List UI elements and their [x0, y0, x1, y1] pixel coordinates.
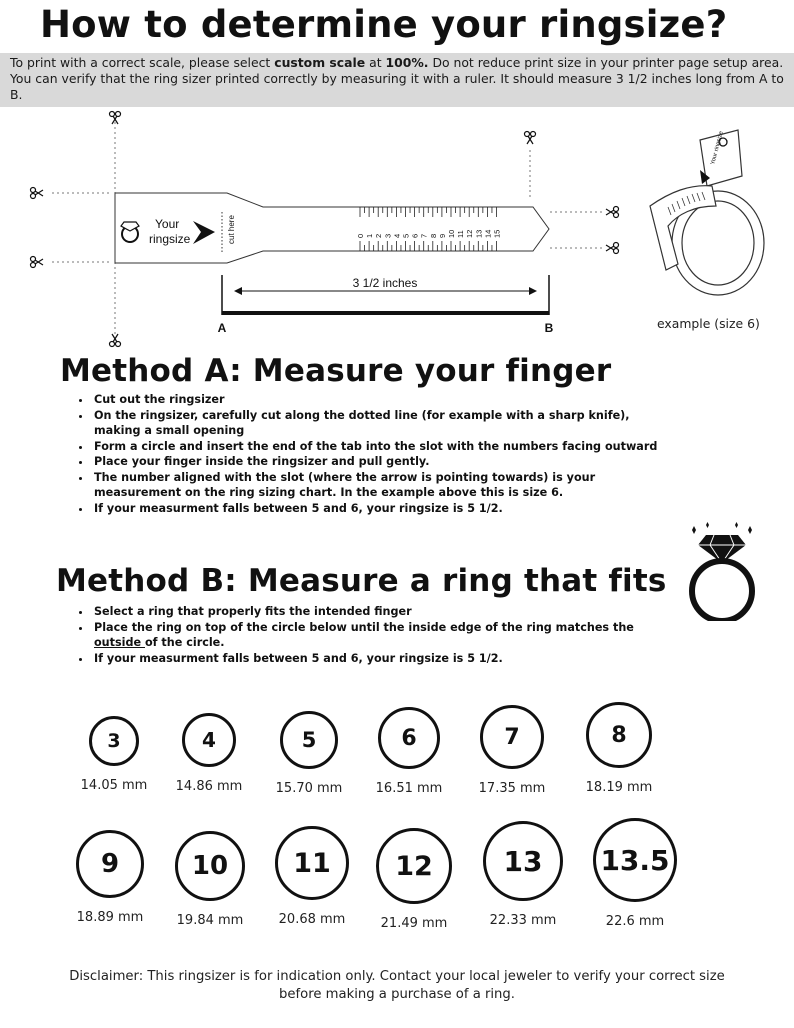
- ring-size-circle: 11: [275, 826, 349, 900]
- ring-size-item: [55, 830, 165, 925]
- point-b-label: B: [544, 321, 554, 335]
- outside-emphasis: outside: [94, 636, 145, 649]
- scissors-icon: [525, 132, 536, 145]
- ring-size-mm: 20.68 mm: [278, 912, 346, 927]
- ring-size-circle: 12: [376, 828, 452, 904]
- intro-custom-scale: custom scale: [274, 55, 366, 70]
- method-b-heading: Method B: Measure a ring that fits: [56, 563, 667, 599]
- example-ring-sizer-illustration: [650, 130, 764, 295]
- ring-size-mm: 15.70 mm: [275, 781, 343, 796]
- scale-number: 13: [474, 229, 484, 238]
- ring-size-item: [457, 705, 567, 796]
- step-text: of the circle.: [144, 636, 225, 649]
- point-a-label: A: [217, 321, 227, 335]
- ring-size-mm: 14.86 mm: [175, 779, 243, 794]
- scale-number: 3: [383, 233, 393, 238]
- method-b-steps: [76, 604, 676, 666]
- sizer-your-label: Your: [155, 217, 180, 231]
- scale-number: 2: [374, 233, 384, 238]
- method-a-heading: Method A: Measure your finger: [60, 353, 612, 389]
- scissors-icon: [31, 188, 44, 199]
- list-item: • Form a circle and insert the end of the tab into the slot with the numbers facing outward: [92, 439, 676, 455]
- example-band-text: Your ringsize: [710, 130, 725, 166]
- diamond-ring-icon: [684, 521, 760, 621]
- list-item: • Select a ring that properly fits the intended finger: [92, 604, 676, 620]
- ring-size-circle: 9: [76, 830, 144, 898]
- scale-number: 8: [428, 233, 438, 238]
- scale-number: 14: [483, 229, 493, 238]
- ring-sizer-strip: [115, 193, 549, 263]
- ring-size-mm: 18.19 mm: [585, 780, 653, 795]
- intro-text-1: To print with a correct scale, please select: [10, 55, 275, 70]
- ring-size-circle: 4: [182, 713, 236, 767]
- ring-sizer-diagram: [0, 105, 794, 350]
- ring-size-circle: 13: [483, 821, 563, 901]
- ring-size-circle: 8: [586, 702, 652, 768]
- scale-number: 1: [365, 233, 375, 238]
- cut-here-label: cut here: [227, 215, 236, 244]
- ring-size-item: [564, 702, 674, 795]
- scale-number: 6: [410, 233, 420, 238]
- ring-size-circle: 7: [480, 705, 544, 769]
- scale-number: 9: [437, 233, 447, 238]
- sizer-ringsize-label: ringsize: [149, 232, 191, 246]
- ring-size-mm: 22.33 mm: [489, 913, 557, 928]
- scale-number: 5: [401, 233, 411, 238]
- scissors-icon: [606, 207, 619, 218]
- ring-size-item: [59, 716, 169, 793]
- arrow-left-icon: [234, 287, 242, 295]
- ring-size-mm: 16.51 mm: [375, 781, 443, 796]
- list-item: [92, 620, 676, 651]
- ring-size-circle: 10: [175, 831, 245, 901]
- ring-size-item: [154, 713, 264, 794]
- list-item: • On the ringsizer, carefully cut along the dotted line (for example with a sharp knife), making a small opening: [92, 408, 676, 439]
- scale-number: 7: [419, 233, 429, 238]
- ring-size-item: [155, 831, 265, 928]
- ring-size-item: [254, 711, 364, 796]
- scissors-icon: [606, 243, 619, 254]
- ring-size-mm: 18.89 mm: [76, 910, 144, 925]
- scale-number: 11: [456, 230, 466, 238]
- arrow-right-icon: [529, 287, 537, 295]
- ring-size-item: [580, 818, 690, 929]
- scale-number: 10: [447, 229, 456, 238]
- scale-number: 12: [465, 229, 475, 238]
- ring-size-circle: 6: [378, 707, 440, 769]
- example-caption: example (size 6): [657, 316, 760, 331]
- step-text: Place the ring on top of the circle below until the inside edge of the ring matches the: [94, 620, 634, 634]
- print-instructions: [0, 53, 794, 107]
- scale-number: 15: [492, 229, 502, 238]
- list-item: • Cut out the ringsizer: [92, 392, 676, 408]
- disclaimer: Disclaimer: This ringsizer is for indication only. Contact your local jeweler to verify your correct size before making a purchase of a ring.: [69, 969, 725, 1002]
- ring-size-item: [468, 821, 578, 928]
- intro-percent: 100%.: [385, 55, 429, 70]
- ring-size-circle: 3: [89, 716, 139, 766]
- intro-text-3: Do not reduce print size in your printer page setup area. You can verify that the ring sizer printed correctly by measuring it with a ruler. It should measure 3 1/2 inches long from A to B.: [10, 55, 784, 102]
- ring-size-item: [257, 826, 367, 927]
- page-title: How to determine your ringsize?: [40, 3, 728, 46]
- scale-number: 4: [392, 233, 402, 238]
- ring-size-mm: 21.49 mm: [380, 916, 448, 931]
- ring-size-item: [359, 828, 469, 931]
- ring-size-circle: 5: [280, 711, 338, 769]
- list-item: • The number aligned with the slot (where the arrow is pointing towards) is your measurement on the ring sizing chart. In the example above this is size 6.: [92, 470, 676, 501]
- scissors-icon: [31, 257, 44, 268]
- ring-size-item: [354, 707, 464, 796]
- ring-size-mm: 17.35 mm: [478, 781, 546, 796]
- scissors-icon: [110, 334, 121, 347]
- intro-text-2: at: [365, 55, 386, 70]
- ring-size-mm: 14.05 mm: [80, 778, 148, 793]
- list-item: • Place your finger inside the ringsizer and pull gently.: [92, 454, 676, 470]
- ring-size-circle: 13.5: [593, 818, 677, 902]
- measure-label: 3 1/2 inches: [352, 276, 418, 290]
- ring-size-mm: 22.6 mm: [605, 914, 665, 929]
- method-a-steps: [76, 392, 676, 516]
- scale-number: 0: [356, 233, 365, 238]
- ring-size-mm: 19.84 mm: [176, 913, 244, 928]
- list-item: • If your measurment falls between 5 and 6, your ringsize is 5 1/2.: [92, 651, 676, 667]
- list-item: • If your measurment falls between 5 and 6, your ringsize is 5 1/2.: [92, 501, 676, 517]
